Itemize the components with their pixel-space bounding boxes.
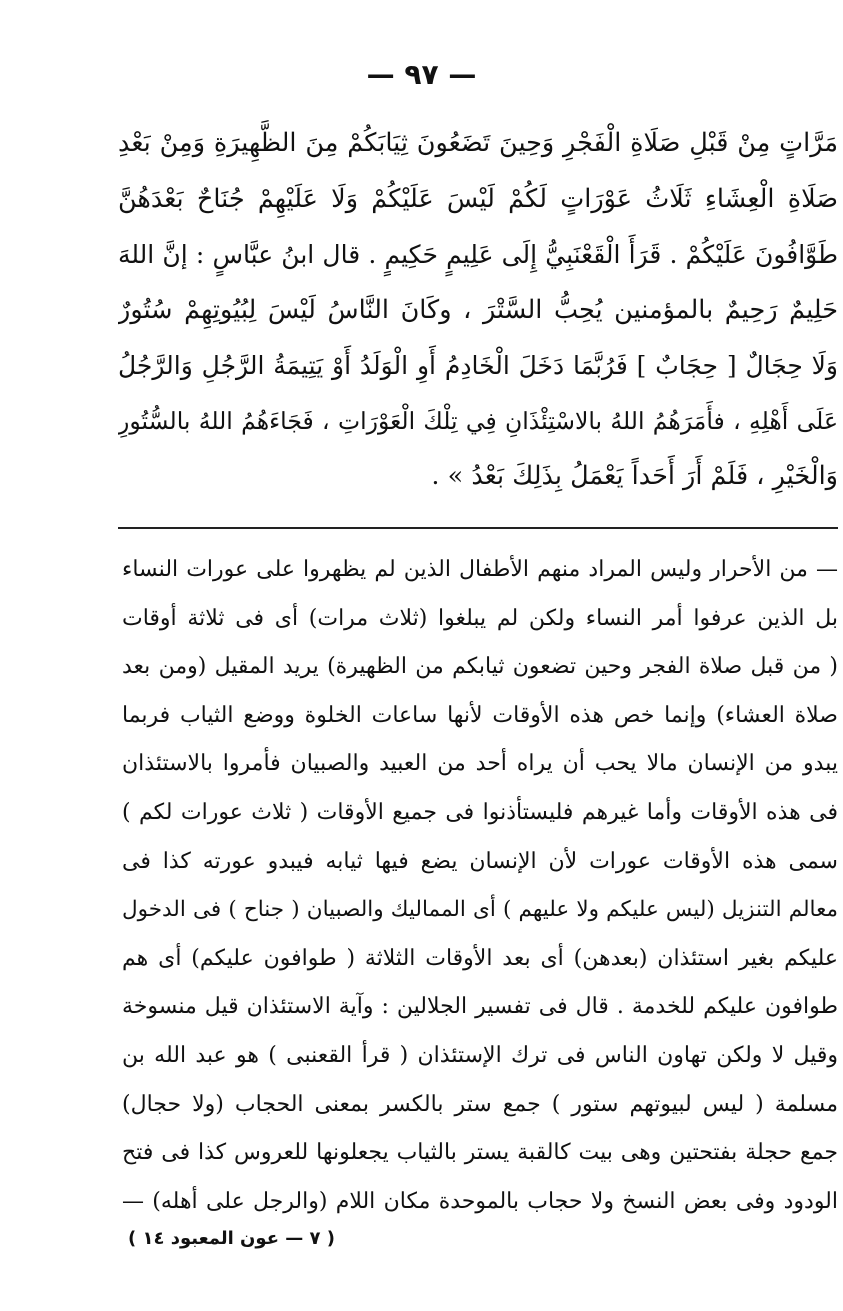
commentary-line: وقيل لا ولكن تهاون الناس فى ترك الإستئذان ( قرأ القعنبى ) هو عبد الله بن [122,1042,838,1068]
main-text-block [118,116,838,505]
commentary-line: صلاة العشاء) وإنما خص هذه الأوقات لأنها ساعات الخلوة ووضع الثياب فربما [122,702,838,728]
commentary-line: طوافون عليكم للخدمة . قال فى تفسير الجلالين : وآية الاستئذان قيل منسوخة [122,994,838,1020]
commentary-line: — من الأحرار وليس المراد منهم الأطفال الذين لم يظهروا على عورات النساء [122,557,838,582]
main-text-line: حَلِيمٌ رَحِيمٌ بالمؤمنين يُحِبُّ السَّتْرَ ، وكَانَ النَّاسُ لَيْسَ لِبُيُوتِهِمْ سُتُورٌ [118,294,838,325]
main-text-line: وَالْخَيْرِ ، فَلَمْ أَرَ أَحَداً يَعْمَلُ بِذَلِكَ بَعْدُ » . [431,461,838,491]
commentary-line: سمى هذه الأوقات عورات لأن الإنسان يضع فيها ثيابه فيبدو عورته كذا فى [122,848,838,874]
commentary-line: بل الذين عرفوا أمر النساء ولكن لم يبلغوا (ثلاث مرات) أى فى ثلاثة أوقات [122,605,838,631]
commentary-line: جمع حجلة بفتحتين وهى بيت كالقبة يستر بالثياب يجعلونها للعروس كذا فى فتح [122,1140,838,1166]
commentary-line: فى هذه الأوقات وأما غيرهم فليستأذنوا فى جميع الأوقات ( ثلاث عورات لكم ) [122,799,838,825]
commentary-line: معالم التنزيل (ليس عليكم ولا عليهم ) أى المماليك والصبيان ( جناح ) فى الدخول [122,897,838,923]
section-divider [118,527,838,529]
main-text-line: صَلَاةِ الْعِشَاءِ ثَلَاثُ عَوْرَاتٍ لَكُمْ لَيْسَ عَلَيْكُمْ وَلَا عَلَيْهِمْ جُنَاحٌ بَعْدَهُنَّ [118,183,838,214]
commentary-line: يبدو من الإنسان مالا يحب أن يراه أحد من العبيد والصبيان فأمروا بالاستئذان [122,751,838,777]
footer-signature: ( ٧ — عون المعبود ١٤ ) [128,1228,336,1249]
main-text-line: عَلَى أَهْلِهِ ، فأَمَرَهُمُ اللهُ بالاسْتِئْذَانِ فِي تِلْكَ الْعَوْرَاتِ ، فَجَاءَهُمُ اللهُ بالسُّتُورِ [118,406,838,435]
main-text-line: وَلَا حِجَالٌ [ حِجَابٌ ] فَرُبَّمَا دَخَلَ الْخَادِمُ أَوِ الْوَلَدُ أَوْ يَتِيمَةُ الرَّجُلِ وَالرَّجُلُ [118,351,838,380]
commentary-block [122,546,838,1226]
main-text-line: طَوَّافُونَ عَلَيْكُمْ . قَرَأَ الْقَعْنَبِيُّ إِلَى عَلِيمٍ حَكِيمٍ . قال ابنُ عبَّاسٍ : إنَّ اللهَ [118,240,838,269]
page-number: — ٩٧ — [366,58,477,91]
commentary-line: عليكم بغير استئذان (بعدهن) أى بعد الأوقات الثلاثة ( طوافون عليكم) أى هم [122,945,838,971]
commentary-line: الودود وفى بعض النسخ ولا حجاب بالموحدة مكان اللام (والرجل على أهله) — [122,1188,838,1214]
commentary-line: مسلمة ( ليس لبيوتهم ستور ) جمع ستر بالكسر بمعنى الحجاب (ولا حجال) [122,1091,838,1117]
main-text-line: مَرَّاتٍ مِنْ قَبْلِ صَلَاةِ الْفَجْرِ وَحِينَ تَضَعُونَ ثِيَابَكُمْ مِنَ الظَّهِيرَةِ وَمِنْ بَعْدِ [118,128,838,158]
commentary-line: ( من قبل صلاة الفجر وحين تضعون ثيابكم من الظهيرة) يريد المقيل (ومن بعد [122,654,838,680]
